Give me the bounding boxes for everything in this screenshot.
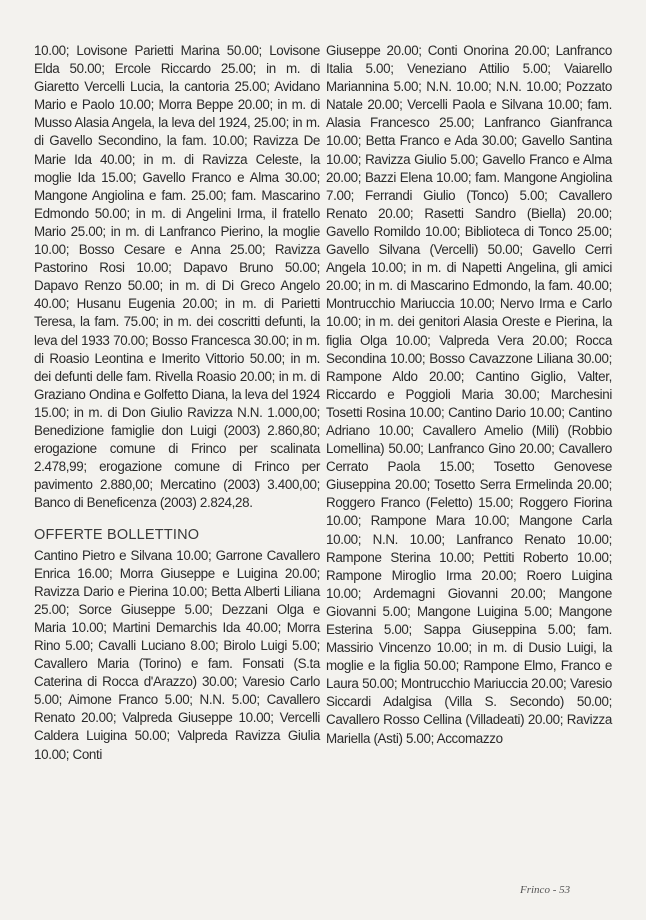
right-column [326, 42, 612, 748]
donation-list-paragraph: 10.00; Lovisone Parietti Marina 50.00; Lovisone Elda 50.00; Ercole Riccardo 25.00; in m. di Giaretto Vercelli Lucia, la cantoria 25.00; Avidano Mario e Paolo 10.00; Morra Beppe 20.00; in m. di Musso Alasia Angela, la leva del 1924, 25.00; in m. di Gavello Secondino, la fam. 10.00; Ravizza De Marie Ida 40.00; in m. di Ravizza Celeste, la moglie Ida 15.00; Gavello Franco e Alma 30.00; Mangone Angiolina e fam. 25.00; fam. Mascarino Edmondo 50.00; in m. di Angelini Irma, il fratello Mario 25.00; in m. di Lanfranco Pierino, la moglie 10.00; Bosso Cesare e Anna 25.00; Ravizza Pastorino Rosi 10.00; Dapavo Bruno 50.00; Dapavo Renzo 50.00; in m. di Di Greco Angelo 40.00; Husanu Eugenia 20.00; in m. di Parietti Teresa, la fam. 75.00; in m. dei coscritti defunti, la leva del 1933 70.00; Bosso Francesca 30.00; in m. di Roasio Leontina e Imerito Vittorio 50.00; in m. dei defunti delle fam. Rivella Roasio 20.00; in m. di Graziano Ondina e Golfetto Diana, la leva del 1924 15.00; in m. di Don Giulio Ravizza N.N. 1.000,00; Benedizione famiglie don Luigi (2003) 2.860,80; erogazione comune di Frinco per scalinata 2.478,99; erogazione comune di Frinco per pavimento 2.880,00; Mercatino (2003) 3.400,00; Banco di Beneficenza (2003) 2.824,28. [34, 43, 320, 511]
left-column [34, 42, 320, 764]
bulletin-offers-continued-paragraph: Giuseppe 20.00; Conti Onorina 20.00; Lanfranco Italia 5.00; Veneziano Attilio 5.00; Vaiarello Mariannina 5.00; N.N. 10.00; N.N. 10.00; Pozzato Natale 20.00; Vercelli Paola e Silvana 10.00; fam. Alasia Francesco 25.00; Lanfranco Gianfranca 10.00; Betta Franco e Ada 30.00; Gavello Santina 10.00; Ravizza Giulio 5.00; Gavello Franco e Alma 20.00; Bazzi Elena 10.00; fam. Mangone Angiolina 7.00; Ferrandi Giulio (Tonco) 5.00; Cavallero Renato 20.00; Rasetti Sandro (Biella) 20.00; Gavello Romildo 10.00; Biblioteca di Tonco 25.00; Gavello Silvana (Vercelli) 50.00; Gavello Cerri Angela 10.00; in m. di Napetti Angelina, gli amici 20.00; in m. di Mascarino Edmondo, la fam. 40.00; Montrucchio Mariuccia 10.00; Nervo Irma e Carlo 10.00; in m. dei genitori Alasia Oreste e Pierina, la figlia Olga 10.00; Valpreda Vera 20.00; Rocca Secondina 10.00; Bosso Cavazzone Liliana 30.00; Rampone Aldo 20.00; Cantino Giglio, Valter, Riccardo e Poggioli Maria 30.00; Marchesini Tosetti Rosina 10.00; Cantino Dario 10.00; Cantino Adriano 10.00; Cavallero Amelio (Mili) (Robbio Lomellina) 50.00; Lanfranco Gino 20.00; Cavallero Cerrato Paola 15.00; Tosetto Genovese Giuseppina 20.00; Tosetto Serra Ermelinda 20.00; Roggero Franco (Feletto) 15.00; Roggero Fiorina 10.00; Rampone Mara 10.00; Mangone Carla 10.00; N.N. 10.00; Lanfranco Renato 10.00; Rampone Sterina 10.00; Pettiti Roberto 10.00; Rampone Miroglio Irma 20.00; Roero Luigina 10.00; Ardemagni Giovanni 20.00; Mangone Giovanni 5.00; Mangone Luigina 5.00; Mangone Esterina 5.00; Sappa Giuseppina 5.00; fam. Massirio Vincenzo 10.00; in m. di Dusio Luigi, la moglie e la figlia 50.00; Rampone Elmo, Franco e Laura 50.00; Montrucchio Mariuccia 20.00; Varesio Siccardi Adalgisa (Villa S. Secondo) 50.00; Cavallero Rosso Cellina (Villadeati) 20.00; Ravizza Mariella (Asti) 5.00; Accomazzo [326, 43, 612, 746]
bulletin-offers-paragraph: Cantino Pietro e Silvana 10.00; Garrone Cavallero Enrica 16.00; Morra Giuseppe e Luigina 20.00; Ravizza Dario e Pierina 10.00; Betta Alberti Liliana 25.00; Sorce Giuseppe 5.00; Dezzani Olga e Maria 10.00; Martini Demarchis Ida 40.00; Morra Rino 5.00; Cavalli Luciano 8.00; Birolo Luigi 5.00; Cavallero Maria (Torino) e fam. Fonsati (S.ta Caterina di Rocca d'Arazzo) 30.00; Varesio Carlo 5.00; Aimone Franco 5.00; N.N. 5.00; Cavallero Renato 20.00; Valpreda Giuseppe 10.00; Vercelli Caldera Luigina 50.00; Valpreda Ravizza Giulia 10.00; Conti [34, 547, 320, 762]
section-title: OFFERTE BOLLETTINO [34, 527, 200, 544]
page-footer: Frinco - 53 [520, 884, 571, 896]
